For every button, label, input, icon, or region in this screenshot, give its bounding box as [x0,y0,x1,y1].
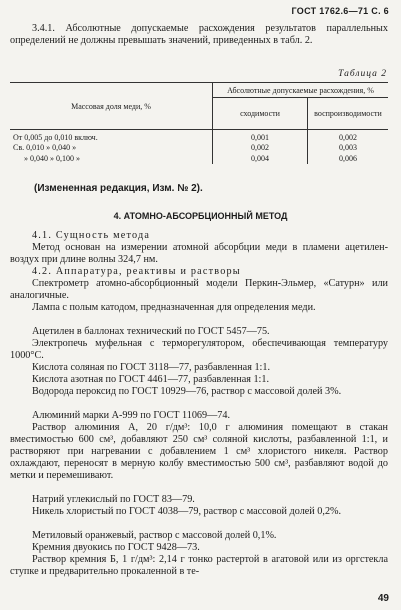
table-header-mass-fraction: Массовая доля меди, % [10,83,213,130]
tolerance-table [10,82,388,164]
table-header-group: Абсолютные допускаемые расхождения, % [213,83,389,98]
item-nitric-acid: Кислота азотная по ГОСТ 4461—77, разбавленная 1:1. [32,374,270,385]
table-caption: Таблица 2 [338,69,387,79]
item-aluminium: Алюминий марки А-999 по ГОСТ 11069—74. [32,410,231,421]
table-cell: 0,004 [213,153,308,164]
table-cell: 0,003 [339,143,357,152]
item-nickel-chloride: Никель хлористый по ГОСТ 4038—79, раствор с массовой долей 0,2%. [32,506,342,517]
item-silicon-dioxide: Кремния двуокись по ГОСТ 9428—73. [32,542,200,553]
item-lamp: Лампа с полым катодом, предназначенная для определения меди. [32,302,316,313]
item-hydrochloric-acid: Кислота соляная по ГОСТ 3118—77, разбавленная 1:1. [32,362,271,373]
table-cell: » 0,040 » 0,100 » [10,153,213,164]
table-row [10,153,388,164]
item-aluminium-solution: Раствор алюминия А, 20 г/дм³: 10,0 г алюминия помещают в стакан вместимостью 600 см³, добавляют 250 см³ соляной кислоты, разбавленной 1:1, и растворяют при нагревании с добавлением 1 см³ хлористого никеля. Раствор охлаждают, переносят в мерную колбу вместимостью 500 см³, разбавляют водой до метки и перемешивают. [10,422,388,481]
subsection-4-1: 4.1. Сущность метода [32,230,151,241]
item-spectrometer: Спектрометр атомно-абсорбционный модели Перкин-Эльмер, «Сатурн» или аналогичные. [10,278,388,301]
item-furnace: Электропечь муфельная с терморегулятором, обеспечивающая температуру 1000°С. [10,338,388,361]
running-header: ГОСТ 1762.6—71 С. 6 [291,6,389,16]
table-row [10,130,388,143]
table-cell: 0,006 [339,154,357,163]
page-number: 49 [377,593,389,604]
table-row [10,142,388,153]
table-header-reproducibility: воспроизводимости [314,109,382,119]
method-principle: Метод основан на измерении атомной абсорбции меди в пламени ацетилен-воздух при длине волны 324,7 нм. [10,242,388,265]
table-cell: От 0,005 до 0,010 включ. [10,130,213,143]
subsection-4-2: 4.2. Аппаратура, реактивы и растворы [32,266,241,277]
table-header-repeatability: сходимости [213,98,308,130]
table-cell: 0,001 [213,130,308,143]
item-acetylene: Ацетилен в баллонах технический по ГОСТ 5457—75. [32,326,270,337]
paragraph-3-4-1: 3.4.1. Абсолютные допускаемые расхождения результатов параллельных определений не должны превышать значений, приведенных в табл. 2. [10,23,388,46]
item-hydrogen-peroxide: Водорода пероксид по ГОСТ 10929—76, раствор с массовой долей 3%. [32,386,342,397]
item-methyl-orange: Метиловый оранжевый, раствор с массовой долей 0,1%. [32,530,277,541]
table-cell: Св. 0,010 » 0,040 » [10,142,213,153]
item-sodium-carbonate: Натрий углекислый по ГОСТ 83—79. [32,494,195,505]
revision-note: (Измененная редакция, Изм. № 2). [34,183,203,194]
item-silicon-solution: Раствор кремния Б, 1 г/дм³: 2,14 г тонко растертой в агатовой или из оргстекла ступке и предварительно прокаленной в те- [10,554,388,577]
table-cell: 0,002 [213,142,308,153]
table-cell: 0,002 [339,133,357,142]
section-title: 4. АТОМНО-АБСОРБЦИОННЫЙ МЕТОД [113,211,288,221]
